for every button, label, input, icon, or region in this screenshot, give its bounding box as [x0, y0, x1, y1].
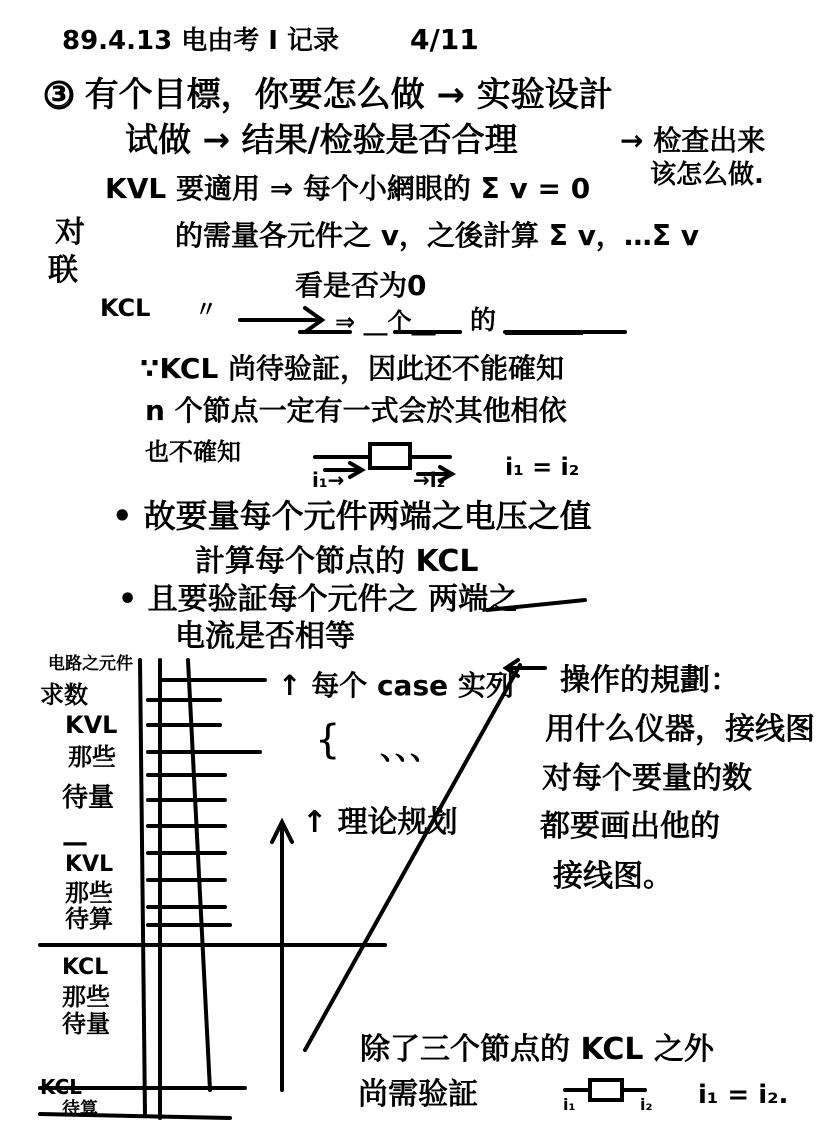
- bullet-3: • 且要验証每个元件之 两端之: [118, 582, 519, 617]
- bullet-1: • 故要量每个元件两端之电压之值: [112, 497, 592, 535]
- theory-arrow: [272, 822, 292, 1090]
- table-row-label: 求数: [40, 681, 88, 709]
- final-resistor: [590, 1080, 622, 1100]
- paragraph-2: n 个節点一定有一式会於其他相依: [145, 394, 567, 427]
- op-plan-line: 操作的規劃：: [560, 663, 740, 698]
- current-equation: i₁ = i₂: [505, 453, 580, 481]
- paragraph-1: ∵KCL 尚待验証，因此还不能確知: [140, 352, 565, 385]
- op-plan-line: 对每个要量的数: [542, 761, 752, 796]
- paragraph-3: 也不確知: [145, 438, 241, 466]
- current-i1-label: i₁→: [312, 468, 345, 492]
- brace-mark: {: [315, 717, 341, 763]
- note-line-3: 该怎么做.: [650, 160, 764, 190]
- current-i2-label: →i₂: [413, 468, 446, 492]
- note-line-4: KVL 要適用 ⇒ 每个小網眼的 Σ v = 0: [105, 172, 591, 205]
- note-line-2b: → 检查出来: [620, 124, 766, 157]
- ellipsis-mark: 、、、: [380, 732, 440, 767]
- kcl-end: 的 ______: [470, 306, 584, 336]
- table-col-1: [140, 660, 145, 1115]
- note-line-6: 看是否为0: [295, 269, 427, 302]
- final-i2-label: i₂: [640, 1095, 653, 1114]
- op-plan-line: 都要画出他的: [540, 809, 720, 844]
- table-row-label: KCL: [40, 1075, 83, 1099]
- final-line-2: 尚需验証: [358, 1077, 478, 1112]
- table-header: 电路之元件: [48, 654, 133, 674]
- final-i1-label: i₁: [563, 1095, 576, 1114]
- note-line-5: 的需量各元件之 v，之後計算 Σ v，…Σ v: [175, 219, 700, 252]
- bullet-4: 电流是否相等: [175, 619, 355, 654]
- kcl-label: KCL: [100, 294, 151, 322]
- side-label-2: 联: [48, 253, 78, 288]
- table-row-label: KVL: [65, 711, 118, 739]
- op-plan-line: 用什么仪器，接线图: [545, 712, 815, 747]
- table-row-label: 那些: [62, 983, 110, 1011]
- table-row-label: 待算: [62, 1099, 98, 1120]
- kcl-ditto: 〃: [195, 298, 218, 323]
- table-row-label: 那些: [68, 743, 116, 771]
- bullet-2: 計算每个節点的 KCL: [195, 544, 479, 579]
- table-row-label: KCL: [62, 955, 109, 980]
- header-date: 89.4.13 电由考 I 记录: [62, 26, 340, 56]
- final-equation: i₁ = i₂.: [698, 1080, 789, 1110]
- final-line-1: 除了三个節点的 KCL 之外: [360, 1032, 714, 1067]
- table-col-4: [148, 700, 260, 907]
- table-row-label: KVL: [65, 852, 114, 877]
- case-label: ↑ 每个 case 实列: [278, 669, 514, 702]
- resistor-box: [370, 444, 410, 468]
- page-number: 4/11: [410, 23, 479, 56]
- theory-label: ↑ 理论规划: [302, 805, 458, 840]
- table-row-label: 待量: [62, 1010, 110, 1038]
- side-label-1: 对: [55, 215, 85, 250]
- table-row-label: 待算: [65, 905, 113, 933]
- kcl-middle: ⇒ __个__: [335, 308, 436, 336]
- note-line-1: ③ 有个目標，你要怎么做 → 实验设計: [44, 75, 613, 115]
- note-line-2a: 试做 → 结果/检验是否合理: [125, 120, 518, 159]
- table-row-label: 那些: [65, 879, 113, 907]
- table-row-label: 待量: [62, 783, 115, 813]
- op-plan-line: 接线图。: [553, 859, 673, 894]
- kcl-arrow: [240, 308, 322, 332]
- table-row-dash: —: [62, 828, 88, 858]
